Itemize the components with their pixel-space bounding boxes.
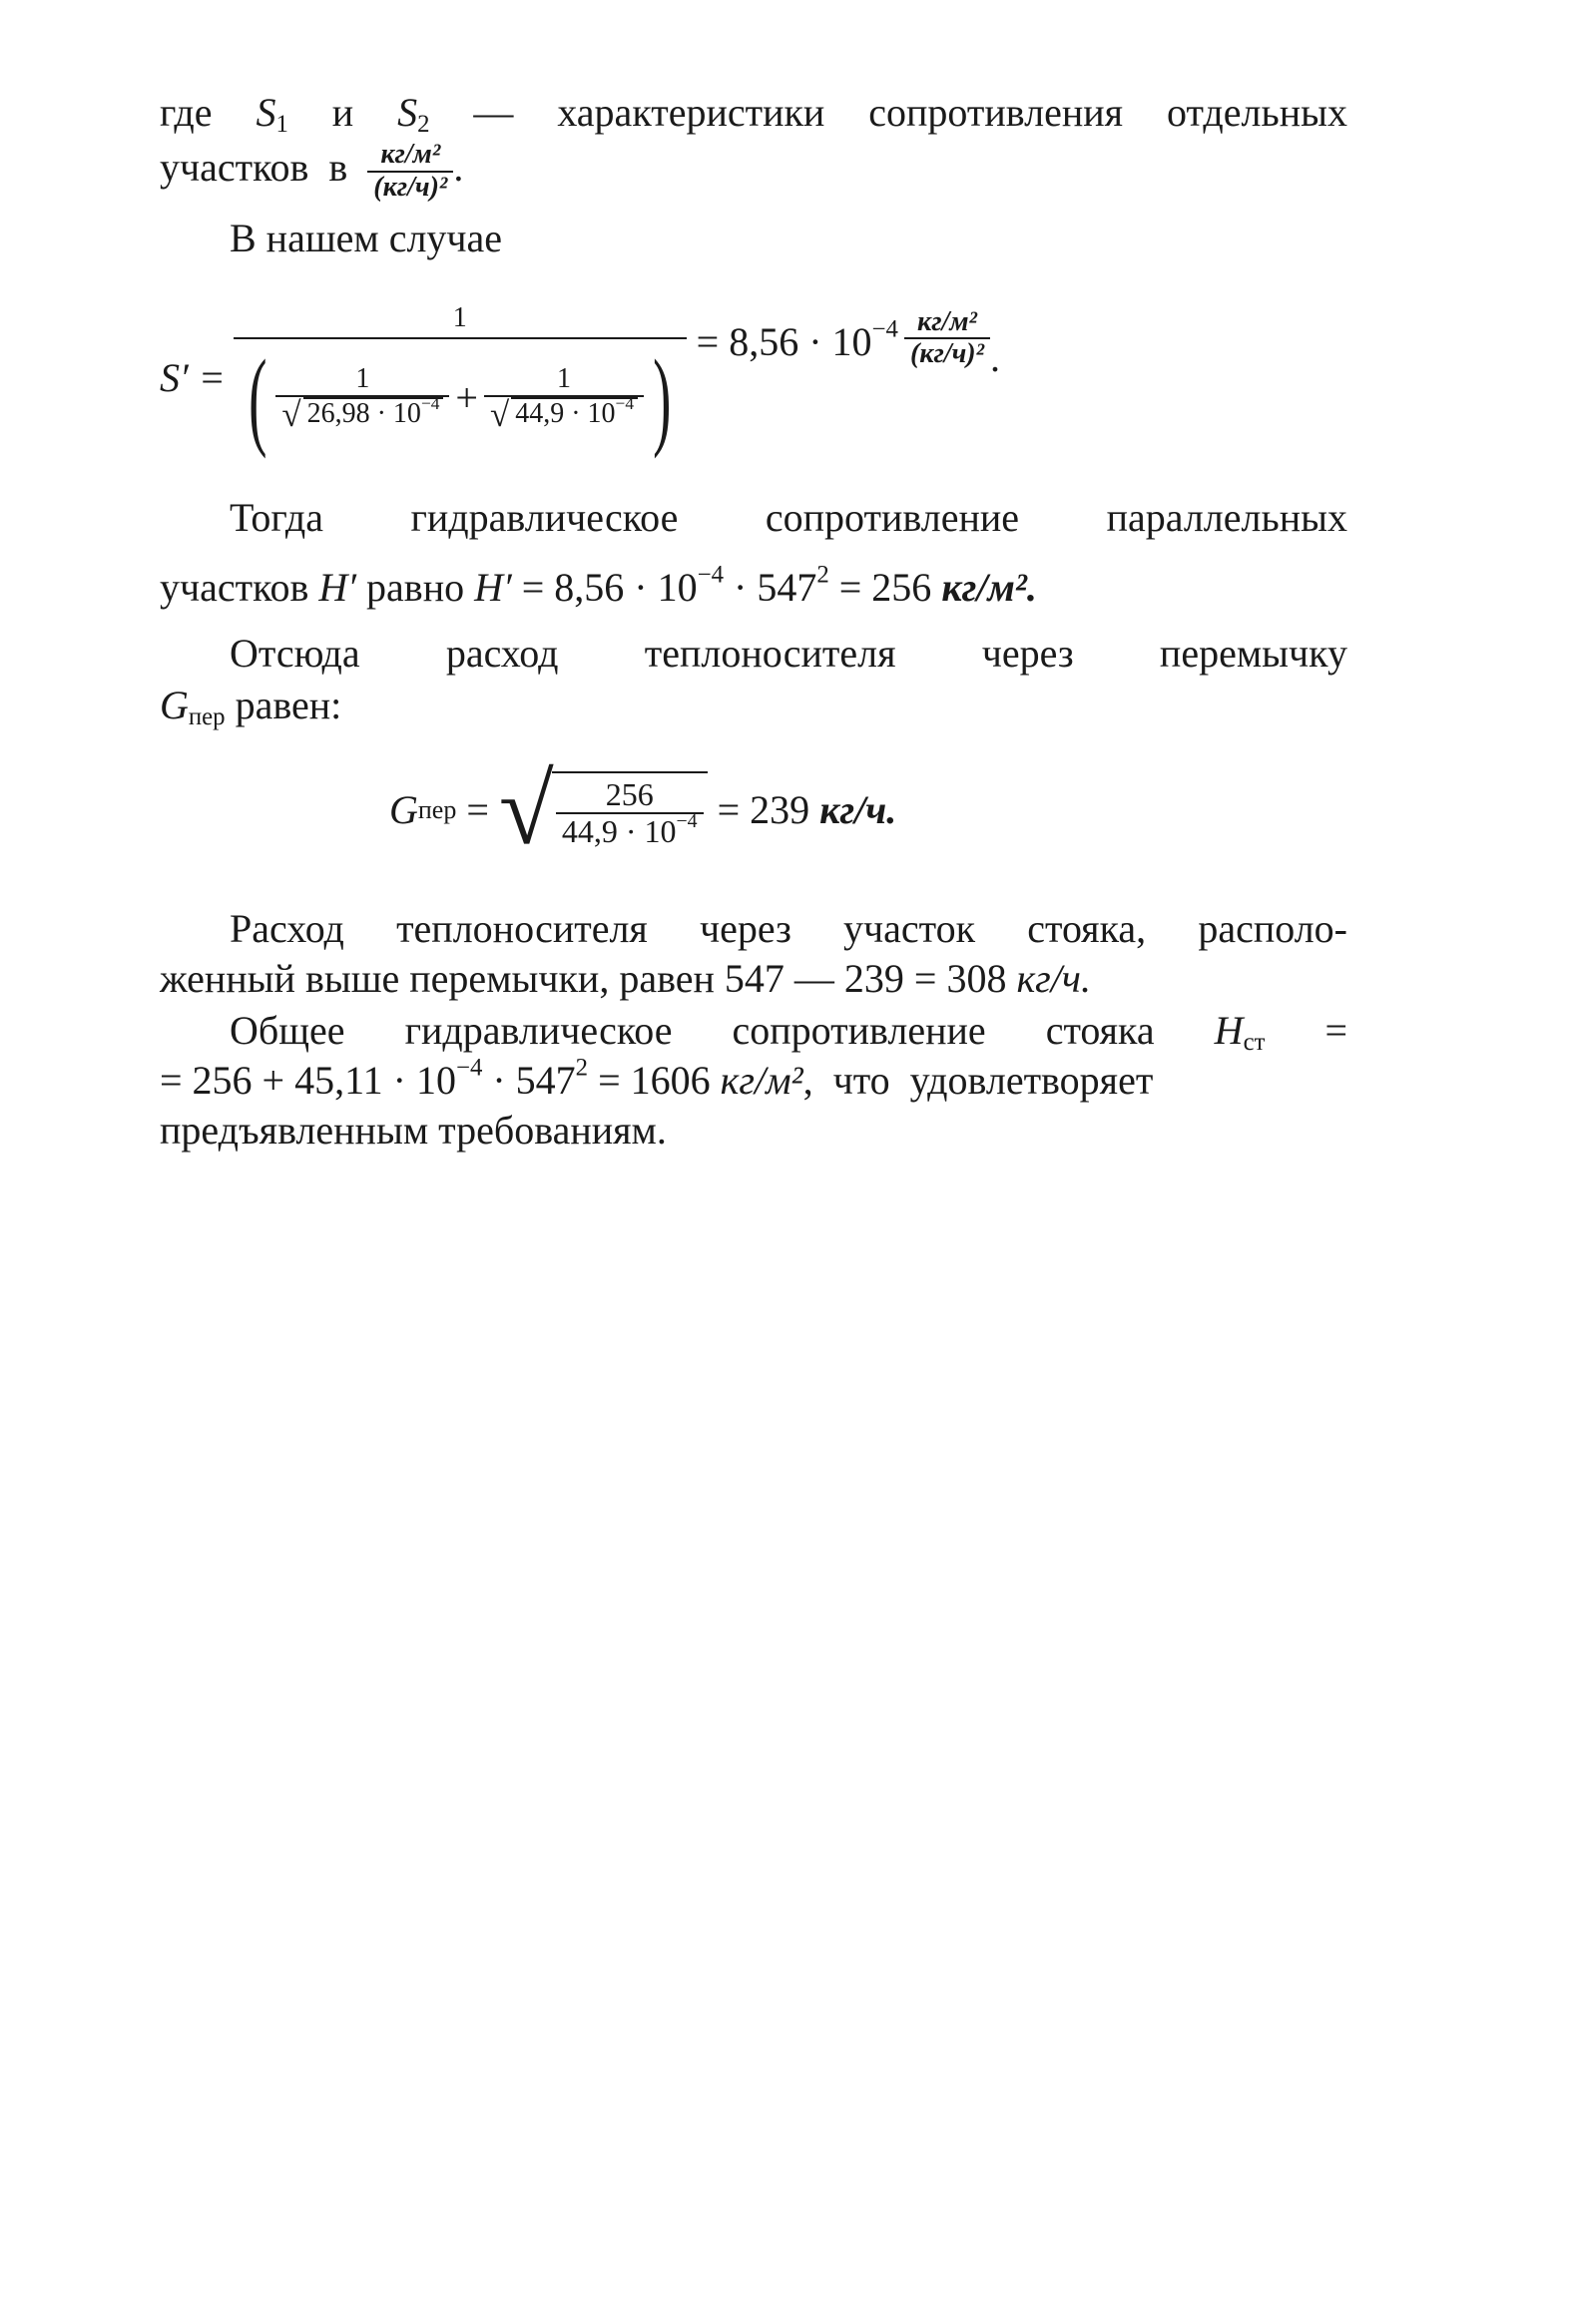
- subscript: 2: [417, 111, 430, 139]
- main-denominator: [234, 337, 687, 460]
- unit-text: кг/ч.: [819, 787, 897, 833]
- radicand-fraction: [556, 777, 704, 849]
- symbol-s2: S: [397, 90, 418, 135]
- text-fragment: — характеристики сопротивления отдельных: [429, 90, 1347, 135]
- text-line: [160, 214, 1347, 263]
- sqrt-icon: √: [489, 395, 510, 435]
- left-paren: (: [248, 337, 267, 460]
- symbol-h-prime: H′: [474, 565, 512, 611]
- radical: [489, 394, 638, 435]
- exponent: −4: [871, 315, 898, 342]
- text-fragment: · 547: [482, 1058, 576, 1104]
- formula-g-per: G пер = √ $\frac{256}{44,9 \cdot 10^{-4}}$ = 239 кг/ч.: [389, 754, 897, 866]
- radicand: 44,9 · 10: [515, 398, 616, 430]
- document-page: [160, 80, 1347, 1156]
- text-line: [160, 493, 1347, 543]
- unit-denominator: (кг/ч)²: [367, 171, 453, 204]
- main-numerator: 1: [452, 301, 467, 333]
- symbol-s1: S: [256, 90, 276, 135]
- unit-numerator: кг/м²: [917, 305, 977, 337]
- inner-numerator: 1: [355, 363, 370, 395]
- text-fragment: участков: [160, 565, 319, 611]
- text-fragment: Общее гидравлическое сопротивление стояка: [230, 1008, 1215, 1054]
- text-fragment: женный выше перемычки, равен 547 — 239 = 308: [160, 956, 1017, 1002]
- text-fragment: В нашем случае: [230, 215, 503, 260]
- text-fragment: равен:: [225, 683, 342, 728]
- radical: [281, 394, 443, 435]
- text-line: [160, 904, 1347, 954]
- denominator: [556, 812, 704, 849]
- period: .: [989, 334, 1000, 380]
- unit-text: кг/ч.: [1016, 956, 1091, 1002]
- sqrt-icon: √: [498, 754, 554, 866]
- text-line: [160, 629, 1347, 679]
- exponent: −4: [420, 394, 440, 414]
- text-fragment: = 8,56 · 10: [511, 565, 698, 611]
- text-line: [160, 88, 1347, 138]
- symbol-h: H: [1214, 1008, 1244, 1054]
- formula-rhs: = 239: [707, 787, 820, 833]
- inner-denominator: [484, 394, 644, 435]
- rhs-value: = 8,56 · 10: [696, 318, 872, 364]
- text-fragment: , что удовлетворяет: [802, 1058, 1154, 1104]
- text-line: [160, 1056, 1347, 1106]
- text-line: [160, 140, 1347, 204]
- unit-text: кг/м²: [720, 1058, 803, 1104]
- exponent: 2: [816, 561, 829, 589]
- text-fragment: Тогда гидравлическое сопротивление параллельных: [230, 495, 1347, 541]
- text-fragment: = 1606: [588, 1058, 721, 1104]
- text-line: [160, 681, 1347, 730]
- text-fragment: Отсюда расход теплоносителя через перемычку: [230, 631, 1347, 677]
- denominator-value: 44,9 · 10: [561, 813, 677, 850]
- text-fragment: · 547: [724, 565, 817, 611]
- exponent: 2: [575, 1054, 589, 1082]
- text-fragment: = 256: [828, 565, 942, 611]
- main-fraction: [234, 301, 687, 460]
- text-line: [160, 1106, 1347, 1156]
- unit-text: кг/м².: [941, 565, 1037, 611]
- formula-rhs: [697, 317, 898, 367]
- unit-denominator: (кг/ч)²: [904, 337, 990, 370]
- radicand: 26,98 · 10: [306, 398, 421, 430]
- subscript: ст: [1243, 1029, 1266, 1057]
- exponent: −4: [455, 1054, 483, 1082]
- unit-numerator: кг/м²: [380, 139, 441, 170]
- sqrt-icon: √: [281, 395, 301, 435]
- formula-lhs: S′ =: [160, 354, 226, 400]
- inner-fraction-2: [484, 363, 644, 435]
- exponent: −4: [676, 810, 698, 833]
- text-fragment: равно: [356, 565, 475, 611]
- subscript: пер: [188, 703, 226, 731]
- symbol-g: G: [160, 683, 189, 728]
- period: .: [453, 144, 464, 190]
- formula-s-prime: [160, 301, 1347, 460]
- unit-fraction: [367, 140, 453, 204]
- symbol-h-prime: H′: [318, 565, 357, 611]
- inner-numerator: 1: [557, 363, 571, 395]
- exponent: −4: [615, 394, 635, 414]
- subscript: 1: [275, 111, 288, 139]
- equals-sign: =: [456, 787, 499, 833]
- exponent: −4: [697, 561, 725, 589]
- text-line: [160, 563, 1347, 613]
- right-paren: ): [653, 337, 672, 460]
- text-fragment: где: [160, 90, 257, 135]
- radical-body: [552, 771, 708, 849]
- unit-fraction: [904, 307, 990, 371]
- formula-lhs: G: [389, 787, 418, 833]
- text-fragment: = 256 + 45,11 · 10: [160, 1058, 456, 1104]
- text-line: [160, 954, 1347, 1004]
- text-fragment: участков в: [160, 144, 358, 190]
- text-line: [160, 1006, 1347, 1056]
- text-fragment: и: [287, 90, 398, 135]
- plus-sign: +: [455, 375, 478, 421]
- inner-fraction-1: [275, 363, 449, 435]
- inner-denominator: [275, 394, 449, 435]
- text-fragment: предъявленным требованиям.: [160, 1108, 667, 1154]
- numerator: 256: [605, 776, 654, 813]
- text-fragment: Расход теплоносителя через участок стояка, располо-: [230, 906, 1347, 952]
- text-fragment: =: [1265, 1008, 1347, 1054]
- radical: [498, 754, 708, 866]
